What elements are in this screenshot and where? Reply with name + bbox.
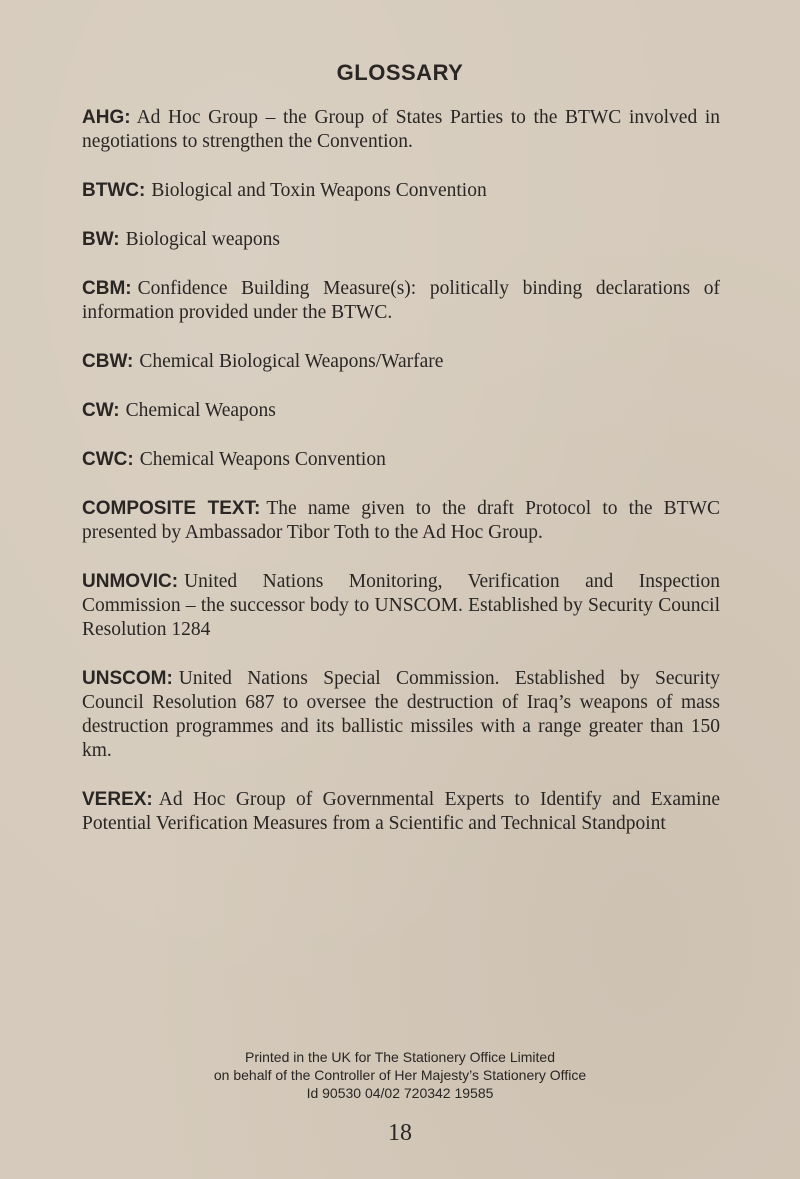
glossary-entry-btwc — [82, 179, 720, 203]
glossary-definition: Chemical Weapons Convention — [139, 449, 386, 470]
glossary-definition: Chemical Weapons — [125, 400, 276, 421]
glossary-term: CW: — [82, 400, 120, 421]
glossary-term: CBW: — [82, 351, 134, 372]
glossary-definition: Ad Hoc Group – the Group of States Parties to the BTWC involved in negotiations to strengthen the Convention. — [82, 107, 720, 152]
glossary-entry-cwc — [82, 448, 720, 472]
printer-imprint — [0, 1048, 800, 1102]
glossary-term: BTWC: — [82, 180, 146, 201]
glossary-term: CWC: — [82, 449, 134, 470]
glossary-definition: Biological and Toxin Weapons Convention — [151, 180, 487, 201]
glossary-entry-verex — [82, 788, 720, 836]
imprint-line: on behalf of the Controller of Her Majesty’s Stationery Office — [213, 1067, 587, 1083]
glossary-entry-unscom — [82, 667, 720, 763]
page-title: GLOSSARY — [336, 60, 464, 85]
glossary-entry-ahg — [82, 106, 720, 154]
imprint-line: Printed in the UK for The Stationery Office Limited — [245, 1049, 555, 1065]
glossary-definition: Biological weapons — [125, 229, 280, 250]
glossary-term: CBM: — [82, 278, 132, 299]
glossary-entry-composite-text — [82, 497, 720, 545]
glossary-term: UNMOVIC: — [82, 571, 179, 592]
glossary-definition: Ad Hoc Group of Governmental Experts to Identify and Examine Potential Verification Measures from a Scientific and Technical Standpoint — [82, 789, 720, 834]
glossary-term: COMPOSITE TEXT: — [82, 498, 261, 519]
glossary-term: UNSCOM: — [82, 668, 173, 689]
glossary-term: VEREX: — [82, 789, 153, 810]
glossary-entry-cbw — [82, 350, 720, 374]
page-number: 18 — [388, 1120, 412, 1146]
glossary-list — [82, 106, 720, 861]
glossary-definition: United Nations Monitoring, Verification and Inspection Commission – the successor body to UNSCOM. Established by Security Council Resolution 1284 — [82, 571, 720, 640]
glossary-entry-bw — [82, 228, 720, 252]
imprint-line: Id 90530 04/02 720342 19585 — [306, 1085, 494, 1101]
glossary-entry-cw — [82, 399, 720, 423]
glossary-definition: United Nations Special Commission. Established by Security Council Resolution 687 to oversee the destruction of Iraq’s weapons of mass destruction programmes and its ballistic missiles with a range greater than 150 km. — [82, 668, 720, 761]
glossary-term: BW: — [82, 229, 120, 250]
glossary-term: AHG: — [82, 107, 131, 128]
glossary-entry-cbm — [82, 277, 720, 325]
glossary-definition: The name given to the draft Protocol to the BTWC presented by Ambassador Tibor Toth to the Ad Hoc Group. — [82, 498, 720, 543]
glossary-definition: Confidence Building Measure(s): politically binding declarations of information provided under the BTWC. — [82, 278, 720, 323]
glossary-definition: Chemical Biological Weapons/Warfare — [139, 351, 444, 372]
glossary-entry-unmovic — [82, 570, 720, 642]
